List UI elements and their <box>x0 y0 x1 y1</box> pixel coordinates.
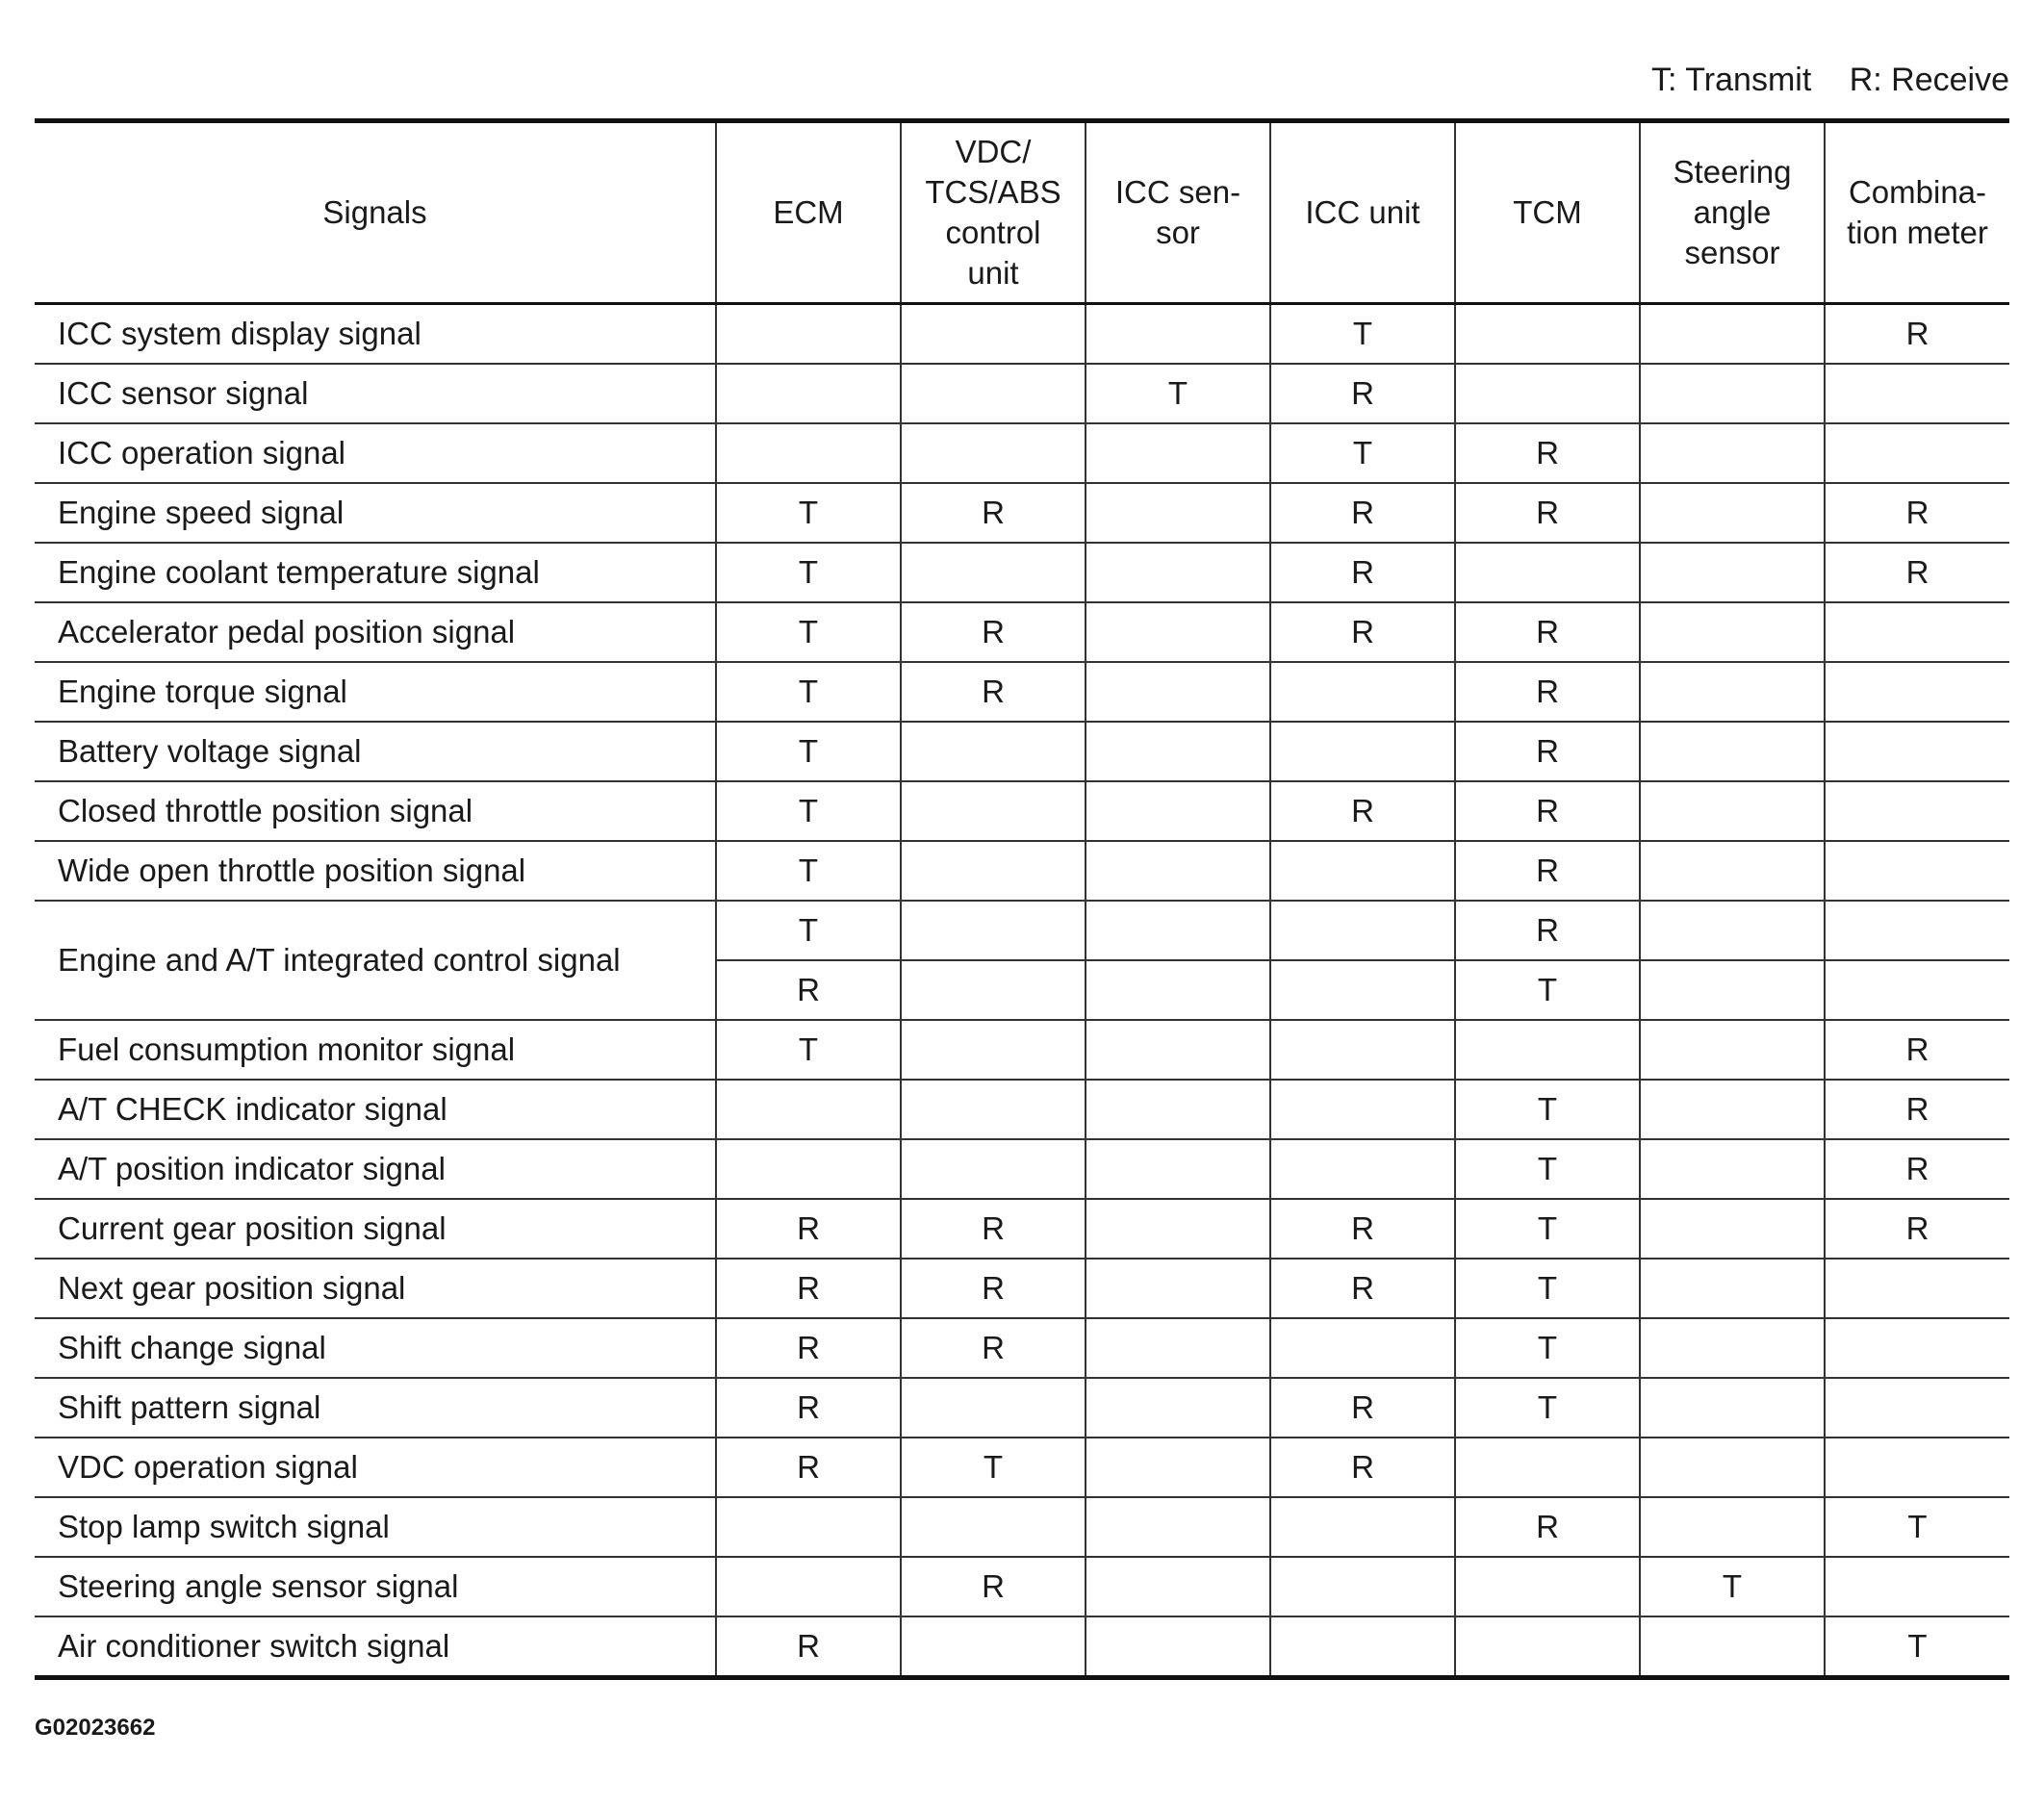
signal-cell <box>1086 901 1270 960</box>
signal-cell: T <box>1640 1557 1825 1616</box>
signal-cell: R <box>716 1378 901 1438</box>
signal-cell: T <box>1086 364 1270 423</box>
signal-name: Shift change signal <box>35 1318 716 1378</box>
signal-cell <box>1086 1199 1270 1259</box>
signal-cell <box>1270 841 1455 901</box>
signal-cell <box>1640 602 1825 662</box>
signal-cell <box>1270 662 1455 722</box>
signal-cell <box>1270 960 1455 1020</box>
signal-cell: R <box>1455 483 1640 543</box>
signal-cell <box>901 1616 1086 1678</box>
signal-cell: R <box>716 1438 901 1497</box>
signal-cell <box>1825 1557 2009 1616</box>
signal-cell <box>1270 722 1455 781</box>
signal-cell: T <box>1270 304 1455 365</box>
signal-cell <box>1086 1080 1270 1139</box>
signal-cell <box>716 364 901 423</box>
signal-name: VDC operation signal <box>35 1438 716 1497</box>
signal-cell: R <box>716 1318 901 1378</box>
signal-cell <box>901 423 1086 483</box>
signal-cell <box>1825 781 2009 841</box>
signal-cell <box>1270 1020 1455 1080</box>
signal-cell: T <box>716 602 901 662</box>
signal-cell <box>1640 1139 1825 1199</box>
signal-cell <box>716 304 901 365</box>
table-row <box>35 722 2009 781</box>
signal-cell: T <box>1455 1259 1640 1318</box>
signal-cell <box>1086 1318 1270 1378</box>
signal-cell: R <box>716 960 901 1020</box>
signal-cell <box>1825 423 2009 483</box>
table-row <box>35 1199 2009 1259</box>
signal-cell <box>1825 364 2009 423</box>
signal-cell <box>1086 602 1270 662</box>
signal-cell <box>1640 722 1825 781</box>
legend-transmit: T: Transmit <box>1651 62 1812 98</box>
table-row <box>35 423 2009 483</box>
signal-cell: R <box>1270 543 1455 602</box>
column-header: VDC/ TCS/ABS control unit <box>901 121 1086 304</box>
signal-cell <box>1455 1438 1640 1497</box>
signal-name: ICC operation signal <box>35 423 716 483</box>
signal-cell <box>901 1080 1086 1139</box>
signal-cell <box>901 722 1086 781</box>
signal-cell <box>1086 1378 1270 1438</box>
signal-cell <box>1455 1020 1640 1080</box>
signal-cell <box>1455 1557 1640 1616</box>
signal-cell: R <box>1270 1378 1455 1438</box>
signal-cell <box>1640 662 1825 722</box>
signal-cell <box>901 901 1086 960</box>
signal-cell <box>1640 841 1825 901</box>
signal-cell <box>1640 543 1825 602</box>
signal-cell: R <box>1455 1497 1640 1557</box>
signal-cell <box>901 781 1086 841</box>
signal-cell: R <box>1825 304 2009 365</box>
signal-cell: R <box>1825 543 2009 602</box>
table-row <box>35 1378 2009 1438</box>
figure-id: G02023662 <box>35 1715 156 1741</box>
signal-cell: T <box>1270 423 1455 483</box>
column-header-signals: Signals <box>35 121 716 304</box>
signal-name: Air conditioner switch signal <box>35 1616 716 1678</box>
signal-cell: T <box>1455 1199 1640 1259</box>
signal-cell: R <box>901 483 1086 543</box>
signal-cell <box>901 304 1086 365</box>
signal-cell <box>1086 722 1270 781</box>
signal-cell <box>1270 1318 1455 1378</box>
signal-cell <box>1086 1616 1270 1678</box>
signal-name: Closed throttle position signal <box>35 781 716 841</box>
signal-cell: R <box>716 1199 901 1259</box>
column-header: ICC sen- sor <box>1086 121 1270 304</box>
signal-cell: R <box>1270 602 1455 662</box>
signal-cell: R <box>1455 841 1640 901</box>
signal-cell: R <box>1825 483 2009 543</box>
signal-cell <box>1825 722 2009 781</box>
signal-name: Steering angle sensor signal <box>35 1557 716 1616</box>
signal-cell <box>1825 1438 2009 1497</box>
signal-cell: R <box>1455 423 1640 483</box>
signal-cell <box>1455 1616 1640 1678</box>
table-row <box>35 1318 2009 1378</box>
signal-cell: T <box>1455 1139 1640 1199</box>
table-row <box>35 901 2009 960</box>
signal-cell: R <box>1270 1259 1455 1318</box>
signal-name: Shift pattern signal <box>35 1378 716 1438</box>
header-row <box>35 121 2009 304</box>
signal-cell <box>1640 1080 1825 1139</box>
table-row <box>35 1139 2009 1199</box>
signal-cell <box>1825 841 2009 901</box>
signal-cell <box>1270 901 1455 960</box>
signal-cell: R <box>901 602 1086 662</box>
signal-cell <box>901 960 1086 1020</box>
signal-cell: T <box>1455 1378 1640 1438</box>
signal-cell: T <box>716 781 901 841</box>
signal-cell <box>1640 1438 1825 1497</box>
signal-cell: T <box>716 662 901 722</box>
signal-cell: R <box>1270 1199 1455 1259</box>
signal-name: Battery voltage signal <box>35 722 716 781</box>
signal-cell <box>1455 304 1640 365</box>
signal-name: Stop lamp switch signal <box>35 1497 716 1557</box>
signal-cell <box>1825 1259 2009 1318</box>
signal-cell: R <box>1270 364 1455 423</box>
table-row <box>35 1557 2009 1616</box>
signal-cell: R <box>1455 901 1640 960</box>
table-row <box>35 1080 2009 1139</box>
signal-cell <box>1086 960 1270 1020</box>
signal-name: Engine torque signal <box>35 662 716 722</box>
legend-receive: R: Receive <box>1849 62 2009 98</box>
table-row <box>35 364 2009 423</box>
signal-cell <box>1086 1259 1270 1318</box>
signal-name: Wide open throttle position signal <box>35 841 716 901</box>
signal-cell <box>1455 364 1640 423</box>
signal-cell <box>1640 1199 1825 1259</box>
signal-name: Fuel consumption monitor signal <box>35 1020 716 1080</box>
signal-cell <box>1640 781 1825 841</box>
signal-cell <box>716 423 901 483</box>
table-row <box>35 483 2009 543</box>
table-row <box>35 602 2009 662</box>
table-row <box>35 781 2009 841</box>
signal-cell <box>1825 1318 2009 1378</box>
signal-cell <box>1825 1378 2009 1438</box>
signal-cell: R <box>1270 781 1455 841</box>
signal-cell <box>901 841 1086 901</box>
signal-name: Engine and A/T integrated control signal <box>35 901 716 1020</box>
table-row <box>35 543 2009 602</box>
signal-cell <box>1086 1497 1270 1557</box>
signal-cell: T <box>716 722 901 781</box>
signal-cell: T <box>716 841 901 901</box>
signal-cell <box>901 543 1086 602</box>
signal-cell: T <box>1455 1318 1640 1378</box>
signal-cell: R <box>1270 483 1455 543</box>
signal-cell: R <box>1455 722 1640 781</box>
column-header: ECM <box>716 121 901 304</box>
signal-cell <box>901 364 1086 423</box>
signal-cell <box>1455 543 1640 602</box>
signal-cell <box>1640 1318 1825 1378</box>
signal-cell: R <box>1455 662 1640 722</box>
signal-name: ICC sensor signal <box>35 364 716 423</box>
signal-cell <box>1640 364 1825 423</box>
signal-cell <box>1640 304 1825 365</box>
column-header: Steering angle sensor <box>1640 121 1825 304</box>
signal-cell: T <box>1825 1497 2009 1557</box>
table-row <box>35 662 2009 722</box>
signal-cell <box>1086 423 1270 483</box>
signal-cell <box>1086 1438 1270 1497</box>
signal-name: ICC system display signal <box>35 304 716 365</box>
signal-cell <box>1640 1497 1825 1557</box>
table-row <box>35 841 2009 901</box>
signal-cell: T <box>1825 1616 2009 1678</box>
signal-cell <box>1825 960 2009 1020</box>
table-row <box>35 1020 2009 1080</box>
signal-cell <box>1086 1139 1270 1199</box>
signal-cell <box>716 1497 901 1557</box>
signal-cell <box>1640 1020 1825 1080</box>
signal-cell <box>1640 901 1825 960</box>
signal-cell: R <box>1455 781 1640 841</box>
signal-name: Accelerator pedal position signal <box>35 602 716 662</box>
signal-cell <box>1640 423 1825 483</box>
signal-cell: T <box>901 1438 1086 1497</box>
signal-cell: R <box>901 1318 1086 1378</box>
column-header: TCM <box>1455 121 1640 304</box>
signal-name: A/T position indicator signal <box>35 1139 716 1199</box>
signal-cell <box>1086 483 1270 543</box>
table-row <box>35 1259 2009 1318</box>
signal-cell: R <box>901 1557 1086 1616</box>
signal-cell <box>1086 543 1270 602</box>
signal-cell <box>901 1378 1086 1438</box>
signal-cell: R <box>1825 1139 2009 1199</box>
signal-cell <box>1270 1139 1455 1199</box>
signal-cell: T <box>1455 1080 1640 1139</box>
signal-name: A/T CHECK indicator signal <box>35 1080 716 1139</box>
signal-cell <box>1640 483 1825 543</box>
signal-cell: R <box>1270 1438 1455 1497</box>
signal-cell: R <box>1825 1199 2009 1259</box>
signal-cell: T <box>1455 960 1640 1020</box>
signal-cell: R <box>1825 1020 2009 1080</box>
signal-cell <box>1640 960 1825 1020</box>
signal-cell <box>1825 662 2009 722</box>
column-header: Combina- tion meter <box>1825 121 2009 304</box>
column-header: ICC unit <box>1270 121 1455 304</box>
signal-cell: R <box>716 1259 901 1318</box>
signal-table <box>35 118 2009 1680</box>
signal-cell <box>1825 901 2009 960</box>
signal-cell: R <box>1825 1080 2009 1139</box>
signal-cell: R <box>901 662 1086 722</box>
signal-name: Current gear position signal <box>35 1199 716 1259</box>
signal-cell <box>1270 1557 1455 1616</box>
signal-cell: T <box>716 901 901 960</box>
signal-cell <box>901 1497 1086 1557</box>
signal-cell <box>901 1139 1086 1199</box>
signal-cell <box>1086 1557 1270 1616</box>
signal-cell <box>1086 1020 1270 1080</box>
signal-cell <box>901 1020 1086 1080</box>
signal-cell <box>1086 841 1270 901</box>
signal-cell: R <box>901 1259 1086 1318</box>
signal-name: Engine coolant temperature signal <box>35 543 716 602</box>
table-row <box>35 1497 2009 1557</box>
signal-cell <box>1270 1497 1455 1557</box>
signal-cell <box>1270 1080 1455 1139</box>
legend <box>1651 62 2009 99</box>
signal-cell: R <box>901 1199 1086 1259</box>
signal-cell <box>1640 1259 1825 1318</box>
signal-cell <box>1086 304 1270 365</box>
signal-cell <box>1086 662 1270 722</box>
table-row <box>35 1616 2009 1678</box>
signal-cell <box>1640 1616 1825 1678</box>
signal-cell <box>1825 602 2009 662</box>
signal-cell <box>716 1080 901 1139</box>
signal-cell: T <box>716 483 901 543</box>
signal-cell: R <box>1455 602 1640 662</box>
signal-cell: T <box>716 1020 901 1080</box>
signal-cell <box>1640 1378 1825 1438</box>
signal-cell: T <box>716 543 901 602</box>
signal-cell <box>716 1139 901 1199</box>
table-row <box>35 304 2009 365</box>
signal-name: Engine speed signal <box>35 483 716 543</box>
signal-cell: R <box>716 1616 901 1678</box>
signal-cell <box>1086 781 1270 841</box>
signal-cell <box>1270 1616 1455 1678</box>
signal-name: Next gear position signal <box>35 1259 716 1318</box>
table-row <box>35 1438 2009 1497</box>
signal-cell <box>716 1557 901 1616</box>
